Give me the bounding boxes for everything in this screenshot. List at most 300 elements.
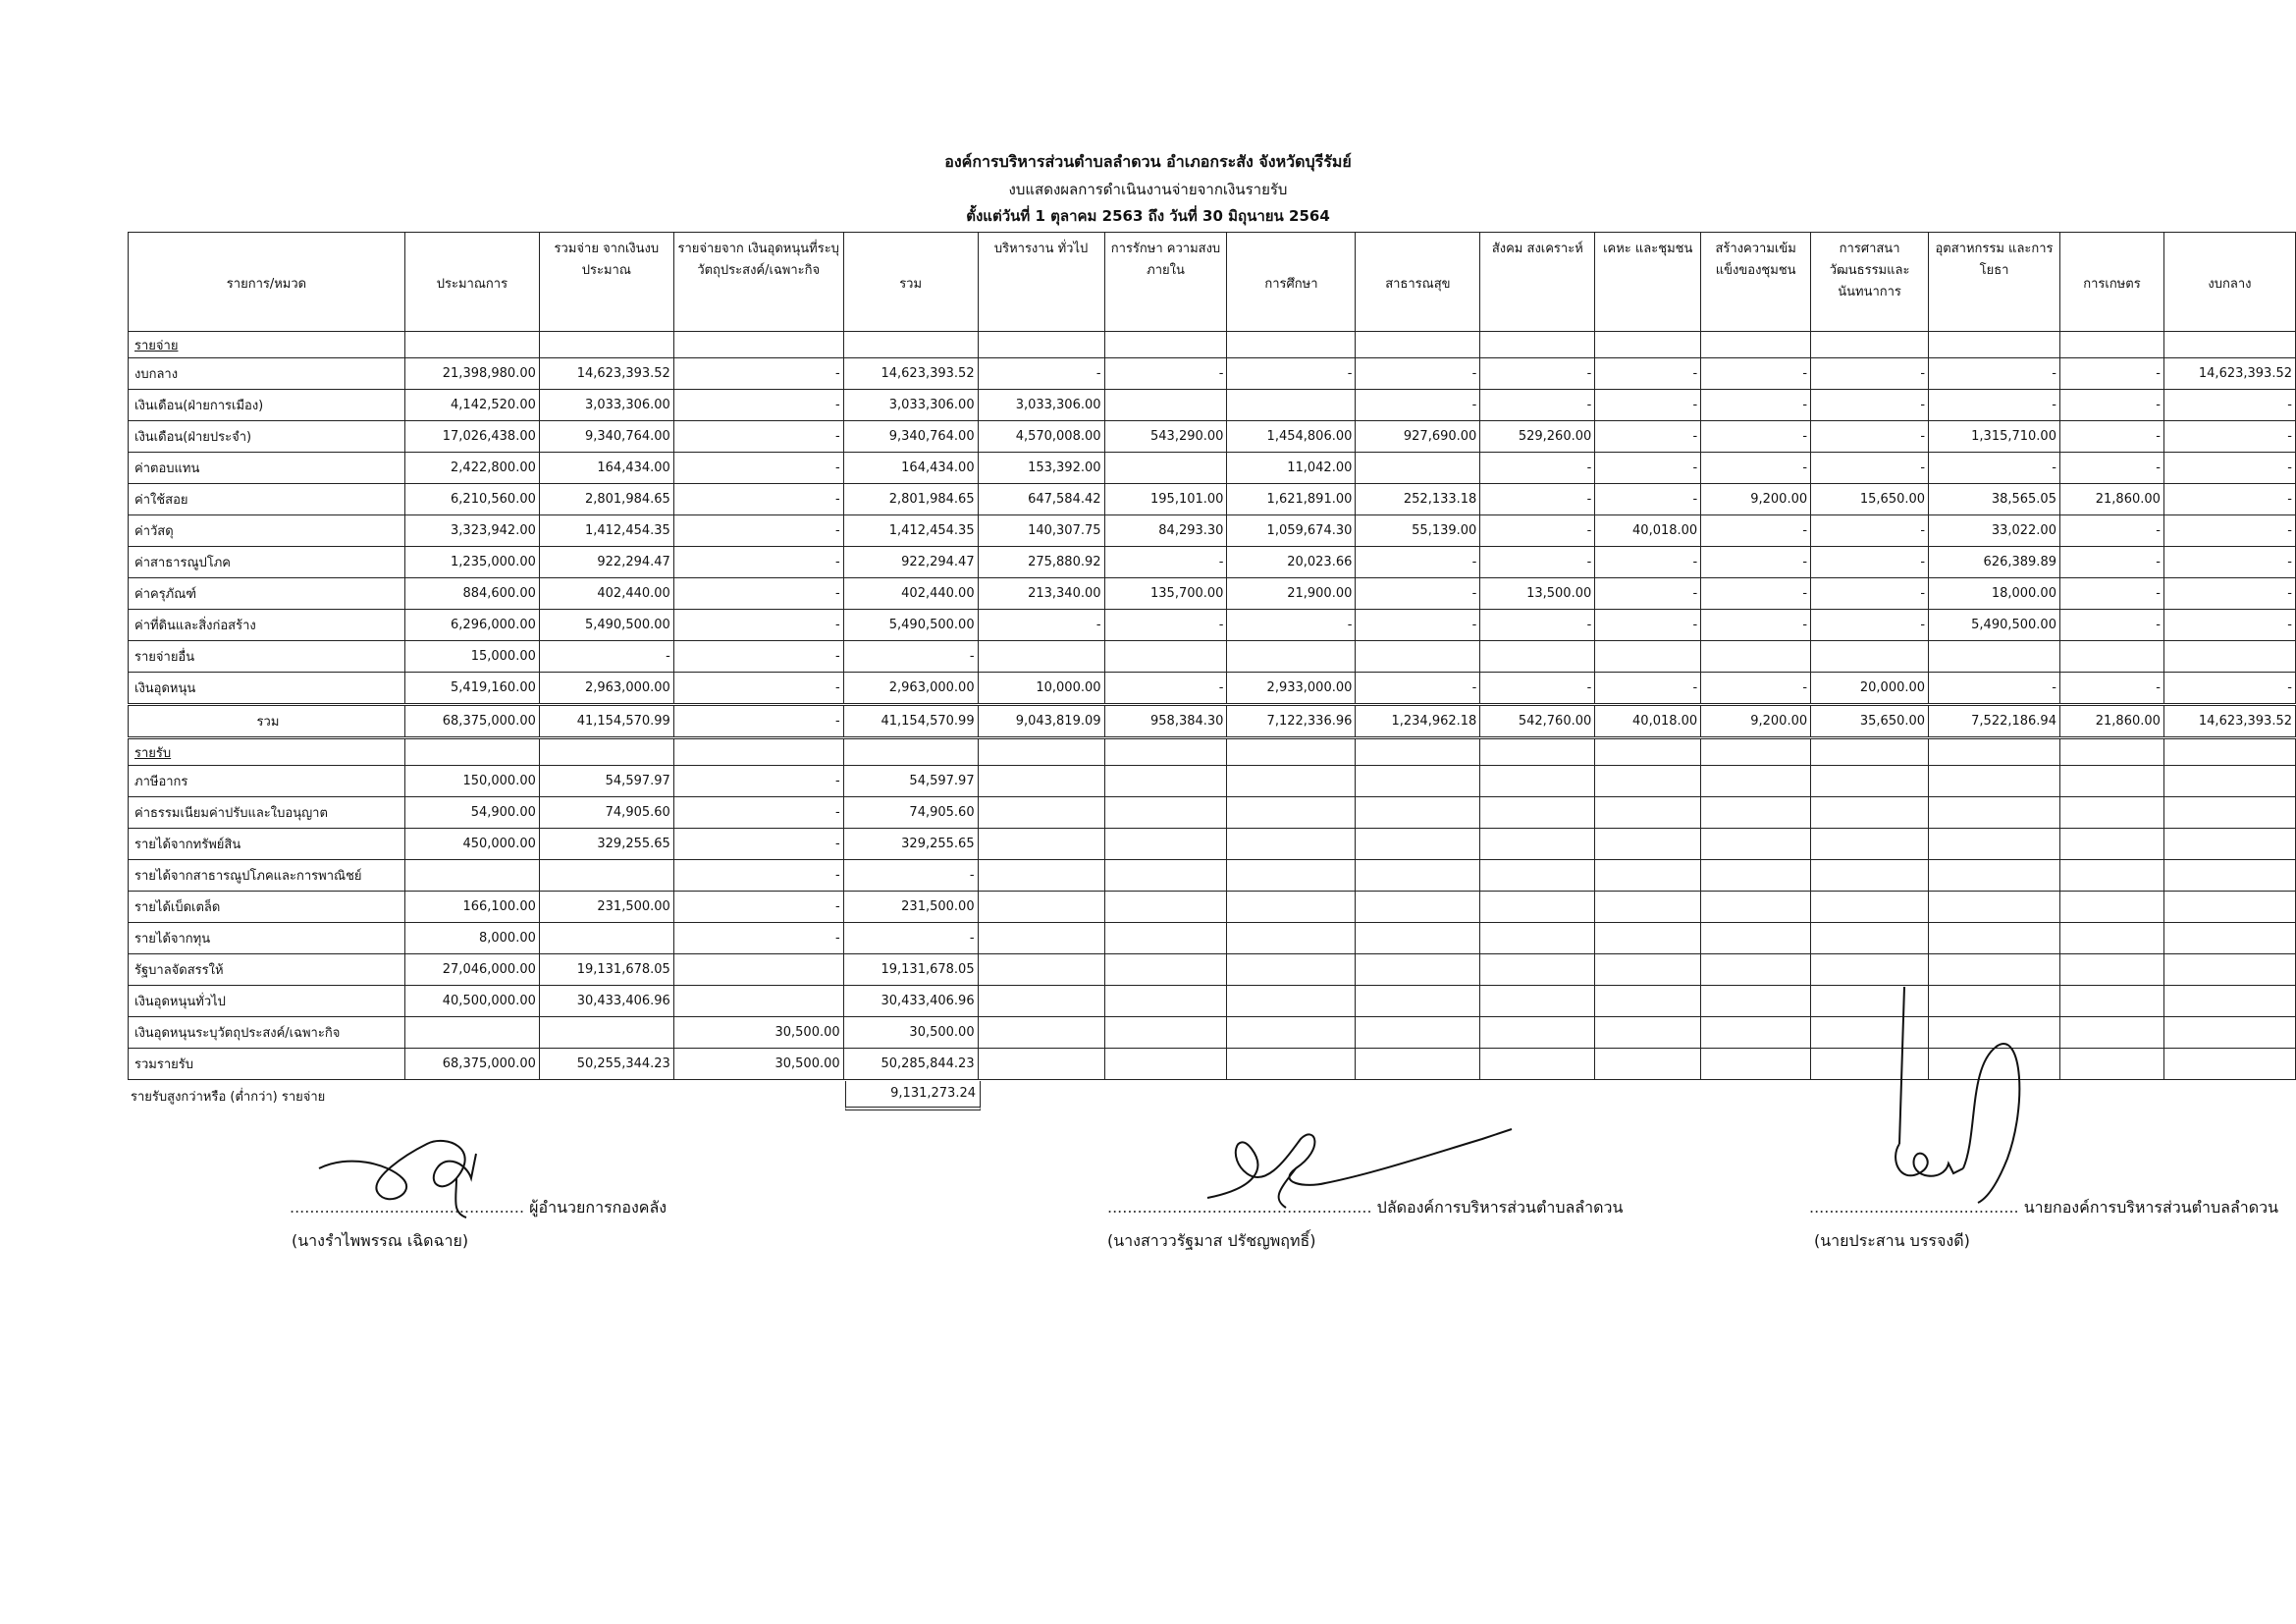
col-internal-security: การรักษา ความสงบ ภายใน xyxy=(1104,233,1227,332)
table-cell xyxy=(2059,1017,2163,1049)
table-cell: 529,260.00 xyxy=(1480,421,1595,453)
table-cell: 195,101.00 xyxy=(1104,484,1227,515)
table-row xyxy=(129,860,2296,892)
signer-3-name: (นายประสาน บรรจงดี) xyxy=(1814,1231,1970,1250)
table-cell xyxy=(1356,923,1480,954)
table-cell xyxy=(1480,892,1595,923)
table-cell xyxy=(978,954,1104,986)
table-cell xyxy=(1104,1017,1227,1049)
table-cell: 1,315,710.00 xyxy=(1929,421,2060,453)
table-cell xyxy=(1356,332,1480,358)
table-cell: - xyxy=(1811,453,1929,484)
table-cell: - xyxy=(2163,390,2295,421)
row-label: รวมรายรับ xyxy=(129,1049,405,1080)
table-cell xyxy=(2163,954,2295,986)
table-cell: 5,419,160.00 xyxy=(404,673,539,705)
table-cell: - xyxy=(1701,578,1811,610)
table-row xyxy=(129,578,2296,610)
table-cell: 10,000.00 xyxy=(978,673,1104,705)
table-cell: - xyxy=(1595,547,1701,578)
col-industry-works: อุตสาหกรรม และการโยธา xyxy=(1929,233,2060,332)
row-label: รายได้จากทรัพย์สิน xyxy=(129,829,405,860)
table-cell: 3,033,306.00 xyxy=(843,390,978,421)
table-cell: 40,018.00 xyxy=(1595,705,1701,738)
table-cell xyxy=(1227,892,1356,923)
table-cell xyxy=(1227,1049,1356,1080)
row-label: ค่าใช้สอย xyxy=(129,484,405,515)
table-cell xyxy=(1356,797,1480,829)
table-cell: 252,133.18 xyxy=(1356,484,1480,515)
table-cell xyxy=(1929,892,2060,923)
table-cell xyxy=(843,332,978,358)
table-cell xyxy=(1227,332,1356,358)
table-cell xyxy=(1929,829,2060,860)
signer-1-role: ผู้อำนวยการกองคลัง xyxy=(529,1198,667,1217)
table-cell: 140,307.75 xyxy=(978,515,1104,547)
table-cell: 150,000.00 xyxy=(404,766,539,797)
table-cell: 275,880.92 xyxy=(978,547,1104,578)
table-row xyxy=(129,641,2296,673)
table-cell xyxy=(1929,738,2060,766)
table-cell xyxy=(1929,923,2060,954)
table-cell: - xyxy=(673,892,843,923)
table-cell: 74,905.60 xyxy=(539,797,673,829)
table-cell: - xyxy=(673,390,843,421)
table-cell xyxy=(1227,1017,1356,1049)
table-cell xyxy=(2059,860,2163,892)
table-cell: - xyxy=(2163,515,2295,547)
table-cell: - xyxy=(1811,390,1929,421)
table-cell: - xyxy=(1929,673,2060,705)
table-cell xyxy=(1227,797,1356,829)
table-cell: 3,033,306.00 xyxy=(978,390,1104,421)
table-cell xyxy=(539,860,673,892)
table-cell xyxy=(1227,923,1356,954)
table-cell: 19,131,678.05 xyxy=(843,954,978,986)
table-cell: 9,043,819.09 xyxy=(978,705,1104,738)
table-cell xyxy=(1595,892,1701,923)
table-cell xyxy=(978,766,1104,797)
table-cell: - xyxy=(1227,610,1356,641)
table-cell xyxy=(1227,738,1356,766)
table-cell xyxy=(1480,986,1595,1017)
row-label: ค่าวัสดุ xyxy=(129,515,405,547)
table-cell: 41,154,570.99 xyxy=(843,705,978,738)
col-general-admin: บริหารงาน ทั่วไป xyxy=(978,233,1104,332)
table-cell: 21,398,980.00 xyxy=(404,358,539,390)
table-row xyxy=(129,421,2296,453)
table-cell xyxy=(1356,1049,1480,1080)
table-cell: - xyxy=(2163,421,2295,453)
table-cell: 135,700.00 xyxy=(1104,578,1227,610)
row-label: เงินอุดหนุนทั่วไป xyxy=(129,986,405,1017)
col-public-health: สาธารณสุข xyxy=(1356,233,1480,332)
table-cell xyxy=(2059,766,2163,797)
table-cell xyxy=(1104,860,1227,892)
table-cell xyxy=(1104,892,1227,923)
table-cell: 927,690.00 xyxy=(1356,421,1480,453)
table-cell: - xyxy=(1104,610,1227,641)
table-cell xyxy=(673,332,843,358)
table-cell xyxy=(1227,829,1356,860)
table-row xyxy=(129,610,2296,641)
table-cell: - xyxy=(673,829,843,860)
table-cell: 2,933,000.00 xyxy=(1227,673,1356,705)
table-cell: - xyxy=(1811,515,1929,547)
table-row xyxy=(129,797,2296,829)
table-cell xyxy=(2059,892,2163,923)
table-cell: 402,440.00 xyxy=(843,578,978,610)
table-cell: 329,255.65 xyxy=(539,829,673,860)
table-cell: - xyxy=(2059,547,2163,578)
table-cell xyxy=(2163,923,2295,954)
signer-1-line xyxy=(290,1196,667,1220)
table-cell xyxy=(1356,641,1480,673)
table-cell xyxy=(1701,923,1811,954)
table-cell: 3,323,942.00 xyxy=(404,515,539,547)
table-cell xyxy=(2163,860,2295,892)
table-cell: 958,384.30 xyxy=(1104,705,1227,738)
table-cell: 30,500.00 xyxy=(673,1049,843,1080)
table-cell xyxy=(843,738,978,766)
signer-2-name: (นางสาววรัฐมาส ปรัชญพฤทธิ์) xyxy=(1107,1231,1316,1250)
table-cell xyxy=(1227,954,1356,986)
table-cell xyxy=(978,332,1104,358)
surplus-value: 9,131,273.24 xyxy=(845,1081,981,1110)
signer-3-role: นายกองค์การบริหารส่วนตำบลลำดวน xyxy=(2023,1198,2279,1217)
table-cell xyxy=(1480,797,1595,829)
table-cell xyxy=(404,738,539,766)
table-cell: 213,340.00 xyxy=(978,578,1104,610)
table-cell: - xyxy=(1480,484,1595,515)
table-cell xyxy=(1104,641,1227,673)
table-cell xyxy=(1595,641,1701,673)
table-cell xyxy=(539,332,673,358)
table-cell: 922,294.47 xyxy=(539,547,673,578)
row-label: ค่าธรรมเนียมค่าปรับและใบอนุญาต xyxy=(129,797,405,829)
signer-3-dots: .......................................... xyxy=(1809,1198,2019,1217)
table-cell xyxy=(1929,797,2060,829)
table-cell: - xyxy=(1929,390,2060,421)
table-cell xyxy=(1811,923,1929,954)
table-cell xyxy=(1929,954,2060,986)
table-row xyxy=(129,515,2296,547)
table-cell xyxy=(2163,738,2295,766)
col-religion-culture: การศาสนา วัฒนธรรมและ นันทนาการ xyxy=(1811,233,1929,332)
table-cell: 21,860.00 xyxy=(2059,484,2163,515)
table-cell: - xyxy=(1356,610,1480,641)
table-cell xyxy=(1480,1049,1595,1080)
table-cell: - xyxy=(673,421,843,453)
table-cell: - xyxy=(2059,358,2163,390)
table-cell xyxy=(1480,641,1595,673)
table-cell: - xyxy=(1356,547,1480,578)
table-row xyxy=(129,358,2296,390)
table-cell: 329,255.65 xyxy=(843,829,978,860)
table-cell: 21,860.00 xyxy=(2059,705,2163,738)
table-cell: - xyxy=(673,797,843,829)
expense-section xyxy=(129,332,2296,358)
table-cell: 2,963,000.00 xyxy=(843,673,978,705)
report-period: ตั้งแต่วันที่ 1 ตุลาคม 2563 ถึง วันที่ 30 มิถุนายน 2564 xyxy=(966,207,1330,225)
signer-3-line xyxy=(1809,1196,2278,1220)
table-cell xyxy=(1811,332,1929,358)
table-cell xyxy=(1356,1017,1480,1049)
table-cell: 1,412,454.35 xyxy=(539,515,673,547)
table-cell: - xyxy=(673,641,843,673)
table-cell: - xyxy=(1480,358,1595,390)
table-cell xyxy=(1595,1017,1701,1049)
table-cell: 153,392.00 xyxy=(978,453,1104,484)
row-label: ภาษีอากร xyxy=(129,766,405,797)
expense-total-row xyxy=(129,705,2296,738)
table-cell xyxy=(2059,986,2163,1017)
table-cell: 1,454,806.00 xyxy=(1227,421,1356,453)
table-cell xyxy=(1227,986,1356,1017)
table-cell xyxy=(2163,892,2295,923)
table-cell: 5,490,500.00 xyxy=(843,610,978,641)
table-cell: 20,023.66 xyxy=(1227,547,1356,578)
table-cell: 14,623,393.52 xyxy=(2163,705,2295,738)
table-row xyxy=(129,923,2296,954)
table-cell: - xyxy=(1595,358,1701,390)
table-cell: - xyxy=(1811,547,1929,578)
row-label: รายได้จากสาธารณูปโภคและการพาณิชย์ xyxy=(129,860,405,892)
table-cell: 20,000.00 xyxy=(1811,673,1929,705)
table-cell: 30,433,406.96 xyxy=(539,986,673,1017)
table-cell: 38,565.05 xyxy=(1929,484,2060,515)
table-cell: 626,389.89 xyxy=(1929,547,2060,578)
table-cell xyxy=(404,860,539,892)
table-cell xyxy=(1701,1049,1811,1080)
row-label: รายได้จากทุน xyxy=(129,923,405,954)
table-cell: - xyxy=(1595,484,1701,515)
table-cell xyxy=(1595,332,1701,358)
table-cell: 2,801,984.65 xyxy=(843,484,978,515)
table-cell: 1,412,454.35 xyxy=(843,515,978,547)
table-cell: 74,905.60 xyxy=(843,797,978,829)
table-cell xyxy=(1701,1017,1811,1049)
table-cell: 27,046,000.00 xyxy=(404,954,539,986)
table-cell xyxy=(1811,766,1929,797)
table-cell: - xyxy=(2059,673,2163,705)
table-cell xyxy=(2163,829,2295,860)
expense-section-text: รายจ่าย xyxy=(134,338,179,353)
table-row xyxy=(129,892,2296,923)
table-cell: - xyxy=(2163,578,2295,610)
table-cell: - xyxy=(1701,673,1811,705)
table-cell: - xyxy=(2059,453,2163,484)
table-cell: 4,142,520.00 xyxy=(404,390,539,421)
table-cell xyxy=(2059,923,2163,954)
table-cell: - xyxy=(978,610,1104,641)
table-cell: 50,285,844.23 xyxy=(843,1049,978,1080)
table-cell xyxy=(2163,797,2295,829)
table-row xyxy=(129,547,2296,578)
table-cell xyxy=(1227,390,1356,421)
table-cell xyxy=(1701,892,1811,923)
table-cell: 231,500.00 xyxy=(539,892,673,923)
table-cell: - xyxy=(1480,610,1595,641)
table-cell xyxy=(1701,954,1811,986)
table-row xyxy=(129,829,2296,860)
table-cell: 21,900.00 xyxy=(1227,578,1356,610)
report-title: งบแสดงผลการดำเนินงานจ่ายจากเงินรายรับ xyxy=(1008,181,1288,198)
table-cell xyxy=(2059,641,2163,673)
table-cell xyxy=(1356,954,1480,986)
table-cell: 2,422,800.00 xyxy=(404,453,539,484)
row-label: เงินอุดหนุนระบุวัตถุประสงค์/เฉพาะกิจ xyxy=(129,1017,405,1049)
table-cell: 55,139.00 xyxy=(1356,515,1480,547)
table-cell xyxy=(1104,829,1227,860)
table-cell: - xyxy=(1595,453,1701,484)
table-cell: 9,200.00 xyxy=(1701,484,1811,515)
table-cell xyxy=(1356,738,1480,766)
table-cell: - xyxy=(1595,421,1701,453)
table-cell: 2,801,984.65 xyxy=(539,484,673,515)
table-cell: - xyxy=(673,766,843,797)
table-cell: 9,340,764.00 xyxy=(843,421,978,453)
table-cell xyxy=(2163,1017,2295,1049)
table-cell xyxy=(1356,986,1480,1017)
table-cell xyxy=(2059,797,2163,829)
table-cell: - xyxy=(1104,673,1227,705)
table-cell: - xyxy=(2163,453,2295,484)
table-cell xyxy=(1811,738,1929,766)
income-section-label xyxy=(129,738,405,766)
table-cell: 4,570,008.00 xyxy=(978,421,1104,453)
table-cell xyxy=(1356,860,1480,892)
table-cell xyxy=(978,1049,1104,1080)
table-cell xyxy=(539,923,673,954)
table-cell: - xyxy=(673,860,843,892)
table-cell: - xyxy=(673,484,843,515)
table-row xyxy=(129,453,2296,484)
table-cell: - xyxy=(2163,673,2295,705)
table-cell: 14,623,393.52 xyxy=(539,358,673,390)
table-cell: 542,760.00 xyxy=(1480,705,1595,738)
table-cell xyxy=(404,332,539,358)
table-cell xyxy=(1595,797,1701,829)
table-cell: 6,296,000.00 xyxy=(404,610,539,641)
table-cell: 14,623,393.52 xyxy=(2163,358,2295,390)
table-row xyxy=(129,673,2296,705)
table-cell: - xyxy=(843,860,978,892)
row-label: ค่าสาธารณูปโภค xyxy=(129,547,405,578)
table-cell xyxy=(1811,954,1929,986)
table-cell: - xyxy=(2163,610,2295,641)
table-cell: 11,042.00 xyxy=(1227,453,1356,484)
table-cell xyxy=(2163,986,2295,1017)
table-cell xyxy=(1811,829,1929,860)
table-cell xyxy=(1104,453,1227,484)
table-cell: - xyxy=(2059,421,2163,453)
table-cell: - xyxy=(1595,390,1701,421)
table-cell xyxy=(1811,860,1929,892)
table-cell: - xyxy=(843,641,978,673)
table-cell xyxy=(1104,986,1227,1017)
table-cell xyxy=(978,1017,1104,1049)
table-cell: 7,522,186.94 xyxy=(1929,705,2060,738)
table-cell: - xyxy=(1480,515,1595,547)
table-cell xyxy=(673,954,843,986)
table-cell xyxy=(1104,738,1227,766)
table-cell xyxy=(2163,332,2295,358)
table-cell: 1,234,962.18 xyxy=(1356,705,1480,738)
table-cell xyxy=(2059,1049,2163,1080)
table-cell xyxy=(673,738,843,766)
table-cell xyxy=(1104,1049,1227,1080)
col-agriculture: การเกษตร xyxy=(2059,233,2163,332)
table-cell: 14,623,393.52 xyxy=(843,358,978,390)
signer-2-role: ปลัดองค์การบริหารส่วนตำบลลำดวน xyxy=(1376,1198,1624,1217)
table-cell xyxy=(1595,954,1701,986)
table-cell: - xyxy=(1701,358,1811,390)
row-label: เงินเดือน(ฝ่ายการเมือง) xyxy=(129,390,405,421)
expense-section-label xyxy=(129,332,405,358)
table-cell xyxy=(1929,332,2060,358)
table-cell: 19,131,678.05 xyxy=(539,954,673,986)
table-cell: 5,490,500.00 xyxy=(539,610,673,641)
table-cell: - xyxy=(1356,578,1480,610)
table-cell: 1,059,674.30 xyxy=(1227,515,1356,547)
table-cell xyxy=(1480,954,1595,986)
table-cell: 450,000.00 xyxy=(404,829,539,860)
table-cell: 1,235,000.00 xyxy=(404,547,539,578)
header-row xyxy=(129,233,2296,332)
table-cell xyxy=(1227,641,1356,673)
table-cell: - xyxy=(539,641,673,673)
signer-2-line xyxy=(1107,1196,1623,1220)
table-cell xyxy=(1104,332,1227,358)
table-cell: - xyxy=(1356,358,1480,390)
table-row xyxy=(129,766,2296,797)
table-row xyxy=(129,390,2296,421)
table-cell: - xyxy=(1811,358,1929,390)
col-central-fund: งบกลาง xyxy=(2163,233,2295,332)
table-cell: 68,375,000.00 xyxy=(404,705,539,738)
table-cell: - xyxy=(1701,453,1811,484)
table-cell xyxy=(1480,766,1595,797)
table-cell xyxy=(1480,923,1595,954)
table-cell xyxy=(1104,766,1227,797)
table-cell: - xyxy=(1104,547,1227,578)
table-cell: 164,434.00 xyxy=(539,453,673,484)
col-social-welfare: สังคม สงเคราะห์ xyxy=(1480,233,1595,332)
row-label: เงินอุดหนุน xyxy=(129,673,405,705)
table-cell: - xyxy=(673,610,843,641)
table-cell: 50,255,344.23 xyxy=(539,1049,673,1080)
table-cell: - xyxy=(1701,390,1811,421)
table-cell: - xyxy=(1701,421,1811,453)
row-label: รายจ่ายอื่น xyxy=(129,641,405,673)
table-cell: 40,018.00 xyxy=(1595,515,1701,547)
table-cell: - xyxy=(1104,358,1227,390)
col-community-strength: สร้างความเข้ม แข็งของชุมชน xyxy=(1701,233,1811,332)
table-cell xyxy=(978,892,1104,923)
table-cell xyxy=(1701,797,1811,829)
table-cell xyxy=(1701,860,1811,892)
table-cell xyxy=(978,986,1104,1017)
table-cell: 68,375,000.00 xyxy=(404,1049,539,1080)
table-cell xyxy=(978,738,1104,766)
table-cell: 15,650.00 xyxy=(1811,484,1929,515)
table-cell xyxy=(1701,829,1811,860)
table-cell: - xyxy=(978,358,1104,390)
table-cell xyxy=(978,860,1104,892)
table-cell xyxy=(1595,738,1701,766)
table-cell xyxy=(1929,860,2060,892)
